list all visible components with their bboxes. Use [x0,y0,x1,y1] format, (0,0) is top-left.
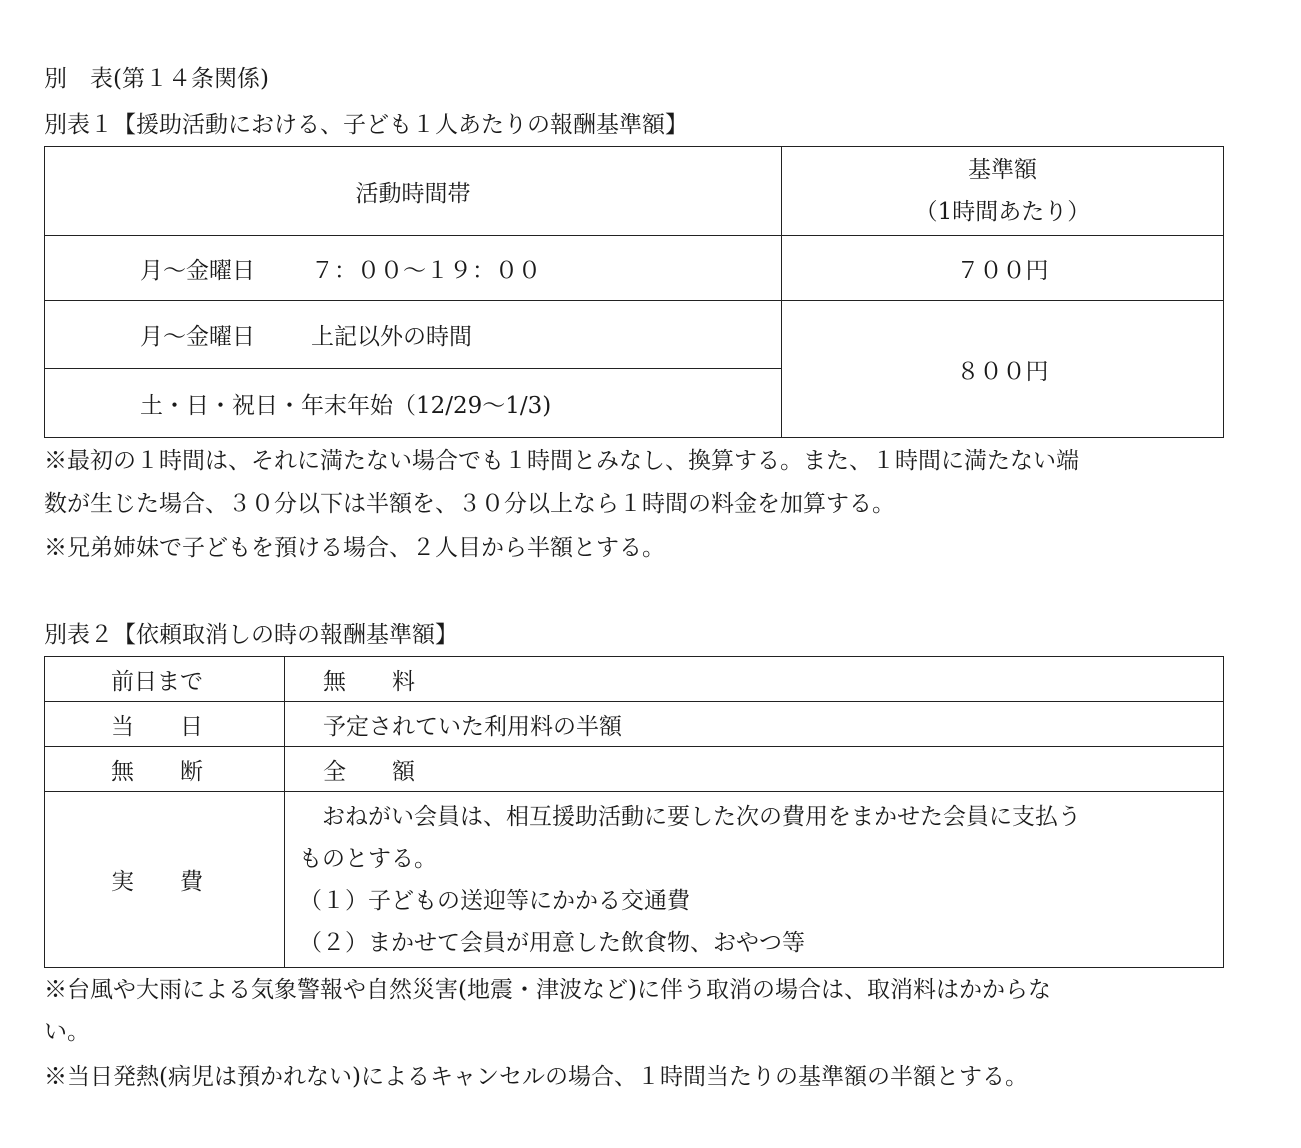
cancel-value: 全 額 [285,747,1224,792]
note-first-hour: ※最初の１時間は、それに満たない場合でも１時間とみなし、換算する。また、１時間に満たない端 [44,448,1079,474]
period-cell: 土・日・祝日・年末年始（12/29～1/3) [45,369,782,438]
cancel-value: 無 料 [285,657,1224,702]
fee-table [44,146,1224,438]
amount-700: ７００円 [782,236,1224,301]
cancel-fee-table [44,656,1224,968]
period-cell [45,236,782,301]
actual-cost-item: （１）子どもの送迎等にかかる交通費 [299,887,690,914]
note-weather-cancel-cont: い。 [44,1019,90,1045]
actual-cost-line: おねがい会員は、相互援助活動に要した次の費用をまかせた会員に支払う [299,803,1081,830]
cancel-value: 予定されていた利用料の半額 [285,702,1224,747]
actual-cost-label: 実 費 [45,792,285,968]
note-fever-cancel: ※当日発熱(病児は預かれない)によるキャンセルの場合、１時間当たりの基準額の半額とする。 [44,1064,1028,1090]
day-label: 月～金曜日 [140,257,255,284]
table1-title: 別表１【援助活動における、子ども１人あたりの報酬基準額】 [44,112,688,138]
fee-row-weekday-other [45,301,1224,369]
period-cell [45,301,782,369]
table2-title: 別表２【依頼取消しの時の報酬基準額】 [44,622,458,648]
cancel-label: 当 日 [45,702,285,747]
cancel-row [45,702,1224,747]
actual-cost-description [285,792,1224,968]
actual-cost-row [45,792,1224,968]
cancel-label: 無 断 [45,747,285,792]
note-weather-cancel: ※台風や大雨による気象警報や自然災害(地震・津波など)に伴う取消の場合は、取消料はかからな [44,977,1051,1003]
header-amount [782,147,1224,236]
amount-800: ８００円 [782,301,1224,438]
cancel-row [45,747,1224,792]
appendix-header: 別 表(第１４条関係) [44,66,269,92]
cancel-row [45,657,1224,702]
fee-row-weekday-day [45,236,1224,301]
note-siblings: ※兄弟姉妹で子どもを預ける場合、２人目から半額とする。 [44,535,665,561]
cancel-label: 前日まで [45,657,285,702]
fee-table-header-row [45,147,1224,236]
time-range: 上記以外の時間 [311,324,472,350]
note-first-hour-cont: 数が生じた場合、３０分以下は半額を、３０分以上なら１時間の料金を加算する。 [44,491,895,517]
header-period: 活動時間帯 [45,147,782,236]
actual-cost-item: （２）まかせて会員が用意した飲食物、おやつ等 [299,929,805,956]
day-label: 月～金曜日 [140,324,255,350]
actual-cost-line: ものとする。 [299,845,437,872]
time-range: ７：００～１９：００ [311,257,541,284]
header-amount-title: 基準額 [968,157,1037,183]
header-amount-unit: （1時間あたり） [914,199,1091,225]
